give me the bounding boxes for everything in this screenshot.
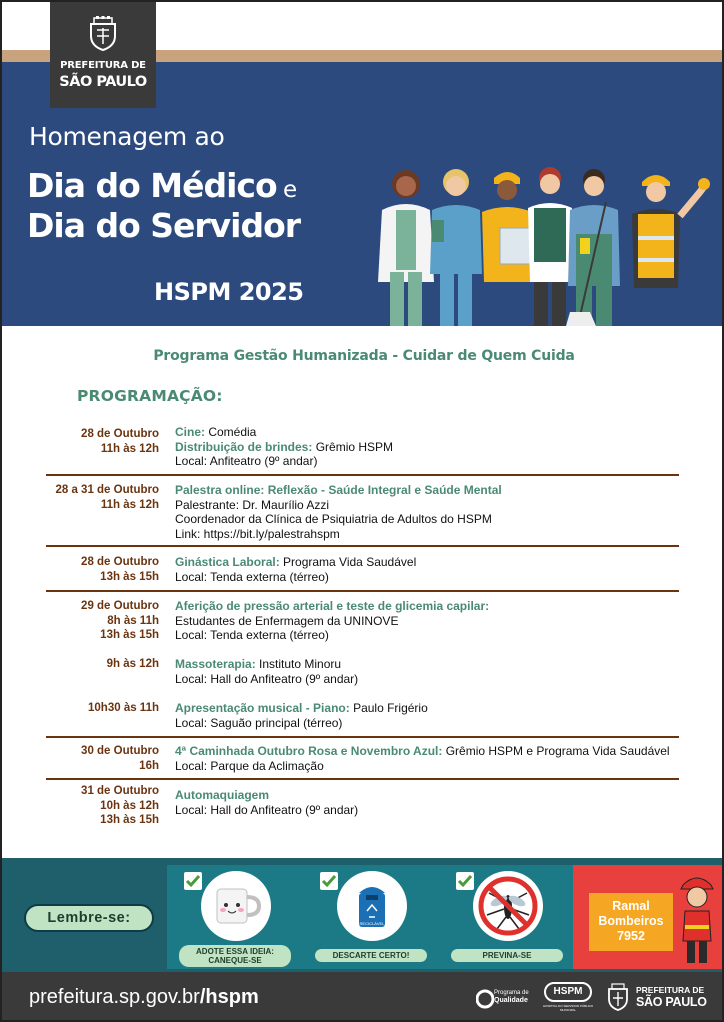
mug-icon xyxy=(201,871,271,941)
event-line xyxy=(175,483,715,498)
checkmark-icon xyxy=(320,872,338,890)
event-line xyxy=(175,744,715,759)
reminder-caption: ADOTE ESSA IDEIA: CANEQUE-SE xyxy=(179,945,291,967)
event-text: Local: Parque da Aclimação xyxy=(175,758,324,773)
event-date: 28 de Outubro xyxy=(81,428,159,440)
footer-bar xyxy=(2,972,724,1022)
event-separator xyxy=(46,590,679,592)
event-when xyxy=(2,427,159,456)
reminder-caption: PREVINA-SE xyxy=(451,949,563,962)
footer-logo-line2: SÃO PAULO xyxy=(636,995,707,1009)
event-when xyxy=(2,555,159,584)
program-subtitle: Programa Gestão Humanizada - Cuidar de Quem Cuida xyxy=(153,348,575,364)
hspm-label: HSPM xyxy=(544,982,592,1002)
doctor-figure xyxy=(378,170,434,326)
event-when xyxy=(2,744,159,773)
title-dia-medico: Dia do Médico xyxy=(27,166,277,205)
event-text: Instituto Minoru xyxy=(255,657,342,671)
event-text: Local: Tenda externa (térreo) xyxy=(175,569,329,584)
event-time: 10h às 12h xyxy=(100,799,159,812)
event-details xyxy=(175,701,715,730)
event-text: Local: Hall do Anfiteatro (9º andar) xyxy=(175,671,359,686)
ramal-box xyxy=(589,893,673,951)
event-when xyxy=(2,701,159,716)
event-line xyxy=(175,614,715,629)
event-date: 29 de Outubro xyxy=(81,600,159,612)
event-time: 16h xyxy=(139,759,159,772)
event-text: Grêmio HSPM xyxy=(312,439,394,454)
reminder-label: Lembre-se: xyxy=(24,904,154,932)
logo-text-line2: SÃO PAULO xyxy=(59,74,147,90)
event-highlight: Cine: xyxy=(175,425,205,439)
event-when xyxy=(2,657,159,672)
event-separator xyxy=(46,778,679,780)
event-date: 30 de Outubro xyxy=(81,745,159,757)
event-text: Local: Hall do Anfiteatro (9º andar) xyxy=(175,802,359,817)
event-text: Coordenador da Clínica de Psiquiatria de Adultos do HSPM xyxy=(175,512,492,526)
city-crest-small-icon xyxy=(606,982,630,1012)
event-line xyxy=(175,672,715,687)
ramal-dept: Bombeiros xyxy=(598,914,664,928)
event-highlight: Distribuição de brindes: xyxy=(175,439,313,454)
event-time: 8h às 11h xyxy=(107,614,159,627)
firefighter-icon xyxy=(677,871,717,967)
event-details xyxy=(175,788,715,817)
event-time: 11h às 12h xyxy=(100,442,159,455)
event-date: 28 de Outubro xyxy=(81,556,159,568)
reminder-card-mug xyxy=(167,865,303,969)
footer-logo-line1: PREFEITURA DE xyxy=(636,985,705,995)
prefeitura-logo xyxy=(50,2,156,108)
event-details xyxy=(175,555,715,584)
event-text: Local: Tenda externa (térreo) xyxy=(175,628,329,642)
event-when xyxy=(2,483,159,512)
event-text: Comédia xyxy=(205,425,257,439)
checkmark-icon xyxy=(184,872,202,890)
hspm-sublabel: HOSPITAL DO SERVIDOR PÚBLICO MUNICIPAL xyxy=(542,1004,594,1012)
event-highlight: 4ª Caminhada Outubro Rosa e Novembro Azul: xyxy=(175,744,443,758)
event-highlight: Apresentação musical - Piano: xyxy=(175,701,350,715)
title-year: HSPM 2025 xyxy=(154,278,304,306)
reminder-card-mosquito xyxy=(439,865,575,969)
nurse-figure xyxy=(430,169,482,326)
event-line xyxy=(175,803,715,818)
event-date: 28 a 31 de Outubro xyxy=(55,484,159,496)
event-details xyxy=(175,425,715,469)
reminder-caption: DESCARTE CERTO! xyxy=(315,949,427,962)
hspm-logo xyxy=(542,982,594,1016)
event-text: Local: Saguão principal (térreo) xyxy=(175,715,343,730)
event-separator xyxy=(46,736,679,738)
url-domain: prefeitura.sp.gov.br xyxy=(29,986,200,1008)
event-line xyxy=(175,716,715,731)
ramal-label: Ramal xyxy=(612,899,650,913)
event-separator xyxy=(46,545,679,547)
event-text: Local: Anfiteatro (9º andar) xyxy=(175,454,318,468)
event-line xyxy=(175,440,715,455)
event-time: 13h às 15h xyxy=(100,814,159,826)
event-line xyxy=(175,555,715,570)
event-line xyxy=(175,701,715,716)
event-highlight: Palestra online: Reflexão - Saúde Integral e Saúde Mental xyxy=(175,483,502,497)
event-time: 13h às 15h xyxy=(100,570,159,583)
event-line xyxy=(175,454,715,469)
title-conjunction: e xyxy=(276,177,297,203)
event-when xyxy=(2,784,159,828)
ramal-number: 7952 xyxy=(617,929,645,943)
prefeitura-footer-logo xyxy=(606,982,718,1016)
checkmark-icon xyxy=(456,872,474,890)
event-highlight: Ginástica Laboral: xyxy=(175,555,280,569)
quality-swirl-icon xyxy=(476,986,494,1012)
workers-illustration xyxy=(370,162,715,326)
event-line xyxy=(175,570,715,585)
event-line xyxy=(175,759,715,774)
title-line3: Dia do Servidor xyxy=(27,206,301,245)
event-line xyxy=(175,599,715,614)
city-crest-icon xyxy=(86,16,120,52)
event-text: Grêmio HSPM e Programa Vida Saudável xyxy=(442,744,670,758)
event-highlight: Aferição de pressão arterial e teste de glicemia capilar: xyxy=(175,599,490,613)
site-url[interactable] xyxy=(29,986,259,1009)
title-line2 xyxy=(27,166,296,205)
event-line xyxy=(175,628,715,643)
event-separator xyxy=(46,474,679,476)
cleaner-figure xyxy=(566,169,620,326)
quality-program-logo xyxy=(476,984,532,1014)
event-date: 31 de Outubro xyxy=(81,785,159,797)
title-line1: Homenagem ao xyxy=(29,122,225,151)
event-highlight: Automaquiagem xyxy=(175,788,270,802)
quality-label-line2: Qualidade xyxy=(494,997,528,1004)
no-mosquito-icon xyxy=(473,871,543,941)
quality-label-line1: Programa de xyxy=(494,990,529,996)
event-text: Paulo Frigério xyxy=(349,701,428,715)
event-details xyxy=(175,599,715,643)
construction-worker-figure xyxy=(632,175,710,326)
event-time: 10h30 às 11h xyxy=(88,702,159,714)
url-path: /hspm xyxy=(199,986,259,1008)
worker-vest-figure xyxy=(528,167,572,326)
event-line xyxy=(175,425,715,440)
reminder-card-recycle xyxy=(303,865,439,969)
logo-text-line1: PREFEITURA DE xyxy=(60,60,146,71)
recycle-bin-icon xyxy=(337,871,407,941)
event-line xyxy=(175,788,715,803)
event-when xyxy=(2,599,159,643)
event-text: Estudantes de Enfermagem da UNINOVE xyxy=(175,613,399,628)
event-text: Link: https://bit.ly/palestrahspm xyxy=(175,526,340,541)
event-time: 13h às 15h xyxy=(100,629,159,641)
bin-label: RECICLÁVEL xyxy=(359,921,385,926)
event-line xyxy=(175,498,715,513)
event-details xyxy=(175,657,715,686)
program-heading: PROGRAMAÇÃO: xyxy=(77,387,223,405)
fire-brigade-card xyxy=(573,865,723,969)
event-time: 11h às 12h xyxy=(100,498,159,511)
event-details xyxy=(175,744,715,773)
event-line xyxy=(175,527,715,542)
event-details xyxy=(175,483,715,541)
event-line xyxy=(175,657,715,672)
event-text: Palestrante: Dr. Maurílio Azzi xyxy=(175,497,330,512)
event-time: 9h às 12h xyxy=(106,658,159,670)
event-line xyxy=(175,512,715,527)
event-text: Programa Vida Saudável xyxy=(279,555,417,569)
event-highlight: Massoterapia: xyxy=(175,657,256,671)
